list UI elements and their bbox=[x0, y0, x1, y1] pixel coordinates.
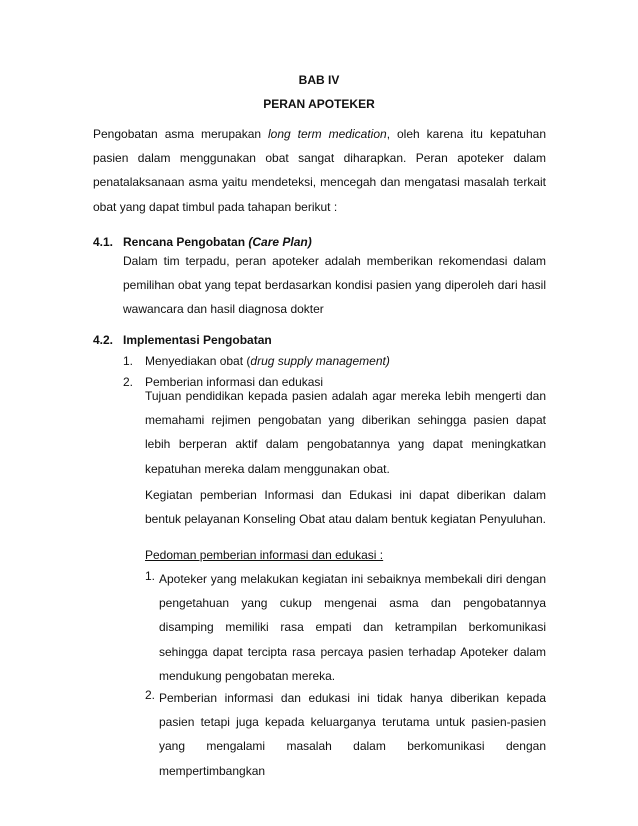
section-4-1-title: Rencana Pengobatan bbox=[123, 235, 249, 249]
education-activity-paragraph: Kegiatan pemberian Informasi dan Edukasi ini dapat diberikan dalam bentuk pelayanan Konseling Obat atau dalam bentuk kegiatan Penyuluhan. bbox=[145, 488, 546, 527]
section-4-2-heading bbox=[93, 333, 272, 347]
intro-paragraph bbox=[93, 122, 546, 219]
chapter-number: BAB IV bbox=[298, 73, 340, 87]
intro-text-a: Pengobatan asma merupakan bbox=[93, 127, 269, 141]
chapter-title: PERAN APOTEKER bbox=[263, 97, 375, 111]
section-4-1-number: 4.1. bbox=[93, 235, 114, 249]
list-item-text: Menyediakan obat ( bbox=[145, 354, 251, 368]
guide-number: 1. bbox=[145, 569, 156, 583]
intro-text-italic: long term medication bbox=[268, 127, 387, 141]
list-item-italic: drug supply management) bbox=[250, 354, 390, 368]
guide-title: Pedoman pemberian informasi dan edukasi : bbox=[145, 548, 384, 562]
list-item-number: 2. bbox=[123, 375, 134, 389]
list-item bbox=[123, 354, 390, 368]
section-4-1-title-italic: (Care Plan) bbox=[248, 235, 312, 249]
section-4-1-heading bbox=[93, 235, 312, 249]
list-item-text: Pemberian informasi dan edukasi bbox=[145, 375, 324, 389]
guide-item-text: Apoteker yang melakukan kegiatan ini sebaiknya membekali diri dengan pengetahuan yang cukup mengenai asma dan pengobatannya disamping memiliki rasa empati dan ketrampilan berkomunikasi sehingga dapat tercipta rasa percaya pasien terhadap Apoteker dalam mendukung pengobatan mereka. bbox=[159, 572, 546, 683]
list-item-number: 1. bbox=[123, 354, 134, 368]
guide-item-text: Pemberian informasi dan edukasi ini tidak hanya diberikan kepada pasien tetapi juga kepada keluarganya terutama untuk pasien-pasien yang mengalami masalah dalam berkomunikasi dengan mempertimbangkan bbox=[159, 691, 546, 778]
section-4-2-number: 4.2. bbox=[93, 333, 114, 347]
section-4-2-title: Implementasi Pengobatan bbox=[123, 333, 272, 347]
guide-number: 2. bbox=[145, 688, 156, 702]
section-4-1-body: Dalam tim terpadu, peran apoteker adalah memberikan rekomendasi dalam pemilihan obat yang tepat berdasarkan kondisi pasien yang diperoleh dari hasil wawancara dan hasil diagnosa dokter bbox=[123, 254, 546, 317]
education-purpose-paragraph: Tujuan pendidikan kepada pasien adalah agar mereka lebih mengerti dan memahami rejimen pengobatan yang diberikan sehingga pasien dapat lebih berperan aktif dalam pengobatannya yang dapat meningkatkan kepatuhan mereka dalam menggunakan obat. bbox=[145, 389, 546, 476]
intro-text-c: , oleh karena itu kepatuhan pasien dalam menggunakan obat sangat diharapkan. Peran apoteker dalam penatalaksanaan asma yaitu mendeteksi, mencegah dan mengatasi masalah terkait obat yang dapat timbul pada tahapan berikut : bbox=[93, 127, 547, 214]
